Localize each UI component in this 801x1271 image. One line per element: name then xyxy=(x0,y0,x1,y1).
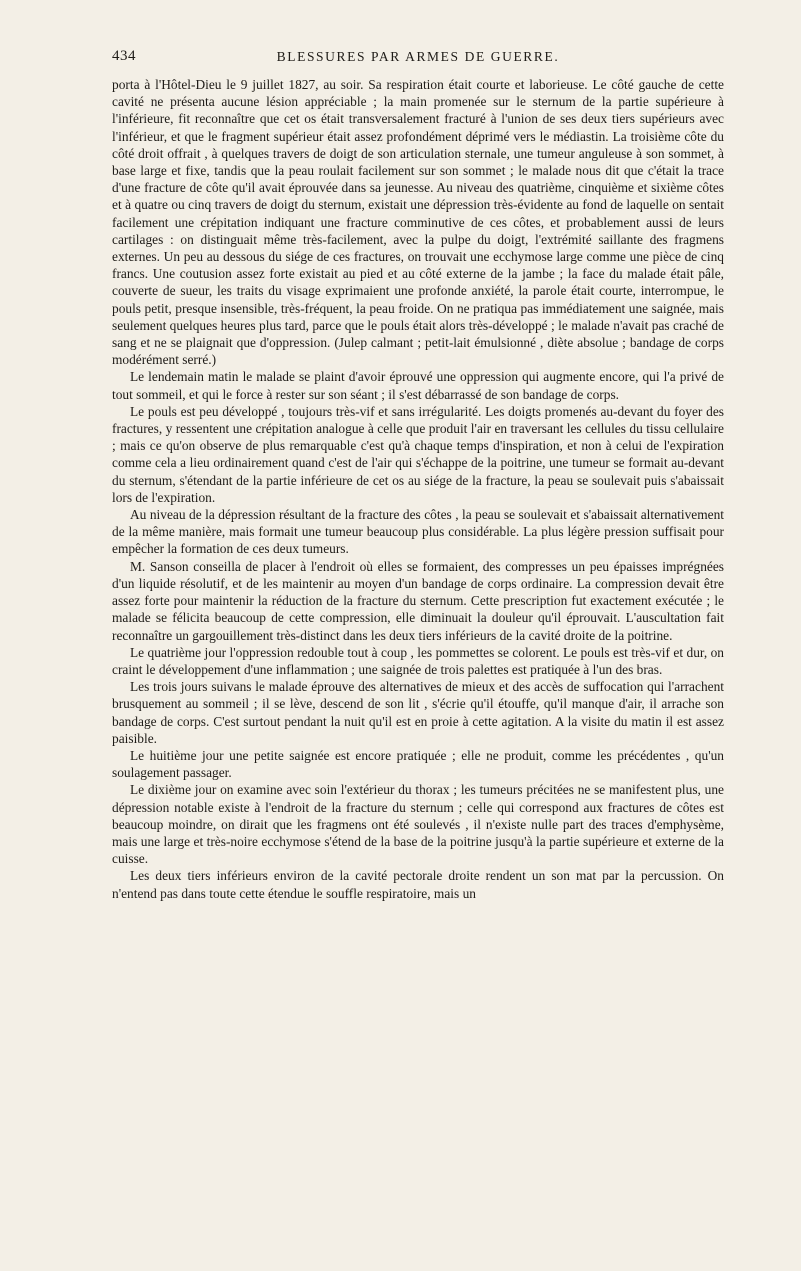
paragraph-9: Le dixième jour on examine avec soin l'extérieur du thorax ; les tumeurs précitées ne se manifestent plus, une dépression notable existe à l'endroit de la fracture du sternum ; celle qui correspond aux fractures de côtes est beaucoup moindre, on dirait que les fragmens ont été soulevés , il n'existe nulle part des traces d'emphysème, mais une large et très-noire ecchymose s'étend de la base de la poitrine jusqu'à la partie supérieure et externe de la cuisse. xyxy=(112,782,724,867)
paragraph-7: Les trois jours suivans le malade éprouve des alternatives de mieux et des accès de suffocation qui l'arrachent brusquement au sommeil ; il se lève, descend de son lit , s'écrie qu'il étouffe, qu'il manque d'air, il arrache son bandage de corps. C'est surtout pendant la nuit qu'il est en proie à cette agitation. A la visite du matin il est assez paisible. xyxy=(112,679,724,746)
page-number: 434 xyxy=(112,48,136,64)
paragraph-10: Les deux tiers inférieurs environ de la cavité pectorale droite rendent un son mat par la percussion. On n'entend pas dans toute cette étendue le souffle respiratoire, mais un xyxy=(112,868,724,901)
paragraph-3: Le pouls est peu développé , toujours très-vif et sans irrégularité. Les doigts promenés au-devant du foyer des fractures, y ressentent une crépitation analogue à celle que produit l'air en traversant les cellules du tissu cellulaire ; mais ce qu'on observe de plus remarquable c'est qu'à chaque temps d'inspiration, et non à celui de l'expiration comme cela a lieu ordinairement quand c'est de l'air qui s'échappe de la poitrine, une tumeur se formait au-devant du sternum, s'étendant de la partie inférieure de cet os au siége de la fracture, la peau se soulevait puis s'abaissait lors de l'expiration. xyxy=(112,403,724,505)
paragraph-5: M. Sanson conseilla de placer à l'endroit où elles se formaient, des compresses un peu épaisses imprégnées d'un liquide résolutif, et de les maintenir au moyen d'un bandage de corps ordinaire. La compression devait être assez forte pour maintenir la réduction de la fracture du sternum. Cette prescription fut exactement exécutée ; le malade se félicita beaucoup de cette compression, elle diminuait la douleur qu'il éprouvait. L'auscultation fait reconnaître un gargouillement très-distinct dans les deux tiers inférieurs de la cavité droite de la poitrine. xyxy=(112,558,724,643)
paragraph-1: porta à l'Hôtel-Dieu le 9 juillet 1827, au soir. Sa respiration était courte et laborieuse. Le côté gauche de cette cavité ne présenta aucune lésion appréciable ; la main promenée sur le sternum de la partie supérieure à l'inférieure, fit reconnaître que cet os était transversalement fracturé à l'union de ses deux tiers supérieurs avec l'inférieur, et que le fragment supérieur était assez profondément déprimé vers le médiastin. La troisième côte du côté droit offrait , à quelques travers de doigt de son articulation sternale, une tumeur anguleuse à son sommet, à base large et fixe, tandis que la peau roulait facilement sur son sommet ; le malade nous dit que c'était la trace d'une fracture de côte qu'il avait éprouvée dans sa jeunesse. Au niveau des quatrième, cinquième et sixième côtes et à quatre ou cinq travers de doigt du sternum, existait une dépression très-évidente au fond de laquelle on sentait facilement une crépitation indiquant une fracture comminutive de ces côtes, et probablement aussi de leurs cartilages : on distinguait même très-facilement, avec la pulpe du doigt, l'extrémité saillante des fragmens externes. Un peu au dessous du siége de ces fractures, on trouvait une ecchymose large comme une pièce de cinq francs. Une coutusion assez forte existait au pied et au côté externe de la jambe ; la face du malade était pâle, couverte de sueur, les traits du visage exprimaient une profonde anxiété, la parole était courte, interrompue, le pouls petit, presque insensible, très-fréquent, la peau froide. On ne pratiqua pas immédiatement une saignée, mais seulement quelques heures plus tard, parce que le pouls était alors très-développé ; le malade n'avait pas craché de sang et ne se plaignait que d'oppression. (Julep calmant ; petit-lait émulsionné , diète absolue ; bandage de corps modérément serré.) xyxy=(112,77,724,368)
page-body xyxy=(112,76,724,902)
paragraph-8: Le huitième jour une petite saignée est encore pratiquée ; elle ne produit, comme les précédentes , qu'un soulagement passager. xyxy=(112,747,724,781)
paragraph-2: Le lendemain matin le malade se plaint d'avoir éprouvé une oppression qui augmente encore, qui l'a privé de tout sommeil, et qui le force à rester sur son séant ; il s'est débarrassé de son bandage de corps. xyxy=(112,369,724,402)
paragraph-4: Au niveau de la dépression résultant de la fracture des côtes , la peau se soulevait et s'abaissait alternativement de la même manière, mais formait une tumeur beaucoup plus considérable. La plus légère pression suffisait pour empêcher la formation de ces deux tumeurs. xyxy=(112,507,724,557)
page-header xyxy=(112,48,724,68)
running-head: BLESSURES PAR ARMES DE GUERRE. xyxy=(276,49,560,64)
paragraph-6: Le quatrième jour l'oppression redouble tout à coup , les pommettes se colorent. Le pouls est très-vif et dur, on craint le développement d'une inflammation ; une saignée de trois palettes est pratiquée à l'un des bras. xyxy=(112,644,724,677)
